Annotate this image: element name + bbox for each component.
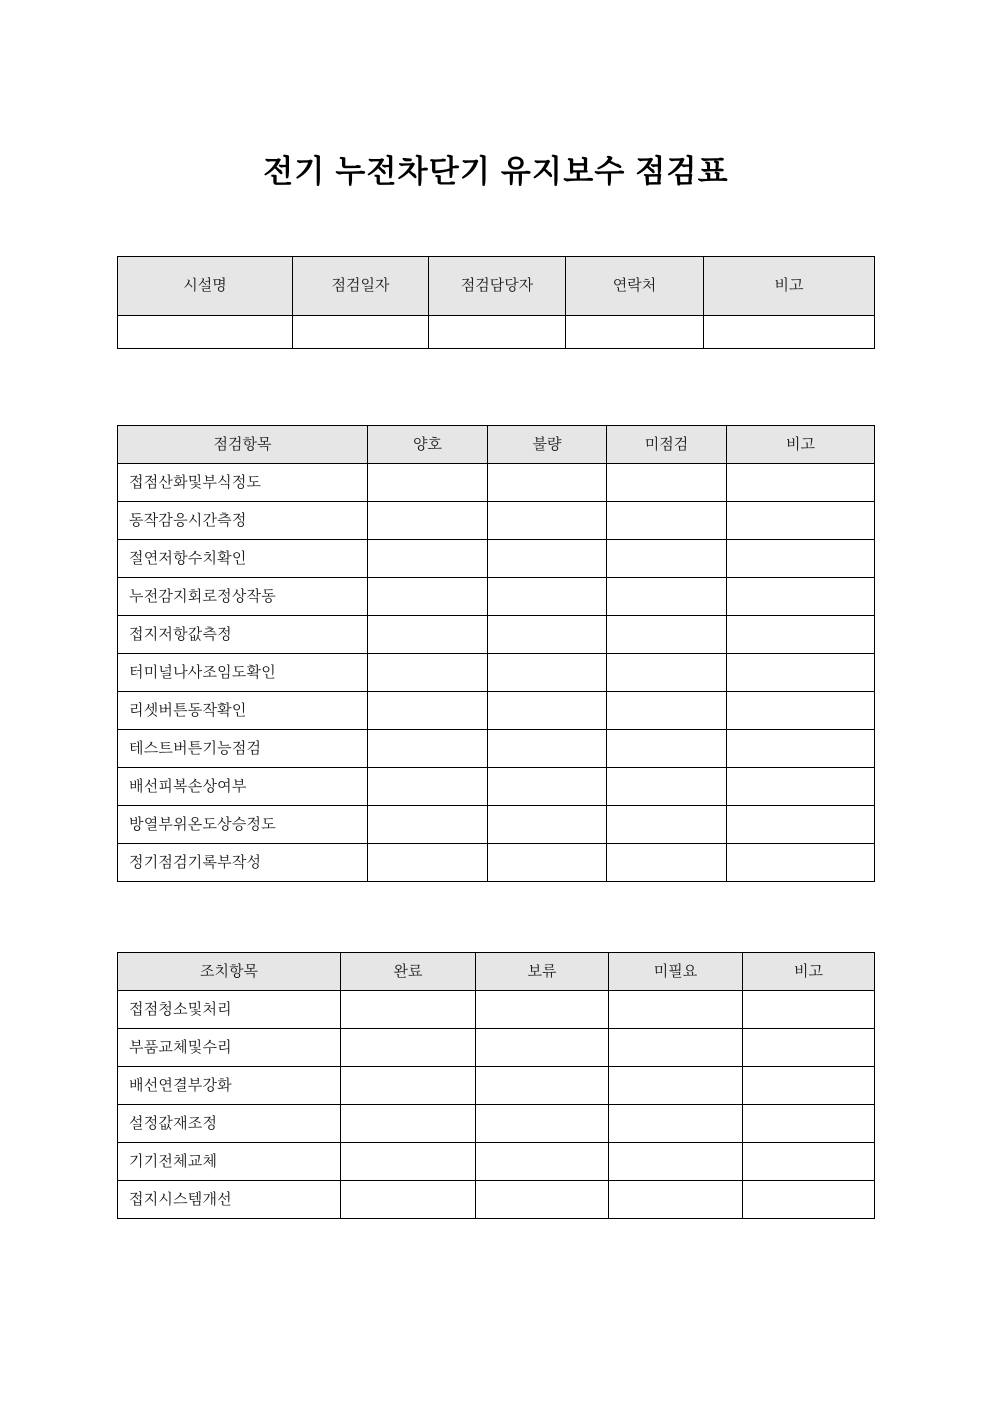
table-row	[118, 692, 875, 730]
table-row	[118, 1067, 875, 1105]
table-row	[118, 1105, 875, 1143]
inspection-mark-good[interactable]	[368, 540, 488, 578]
action-mark-not-required[interactable]	[609, 1067, 743, 1105]
inspection-mark-good[interactable]	[368, 578, 488, 616]
table-row	[118, 1181, 875, 1219]
inspection-mark-unchecked[interactable]	[607, 844, 727, 882]
inspection-mark-good[interactable]	[368, 616, 488, 654]
inspection-mark-good[interactable]	[368, 502, 488, 540]
inspection-mark-defective[interactable]	[488, 540, 607, 578]
inspection-mark-remarks[interactable]	[727, 806, 875, 844]
action-mark-completed[interactable]	[341, 1029, 476, 1067]
table-header-row	[118, 426, 875, 464]
action-item-label: 접지시스템개선	[118, 1181, 341, 1219]
info-header-facility: 시설명	[118, 257, 293, 316]
table-row	[118, 654, 875, 692]
action-header-not-required: 미필요	[609, 953, 743, 991]
inspection-mark-unchecked[interactable]	[607, 730, 727, 768]
action-mark-pending[interactable]	[476, 991, 609, 1029]
action-mark-completed[interactable]	[341, 1143, 476, 1181]
info-header-contact: 연락처	[566, 257, 704, 316]
action-mark-completed[interactable]	[341, 991, 476, 1029]
inspection-item-label: 누전감지회로정상작동	[118, 578, 368, 616]
inspection-mark-defective[interactable]	[488, 730, 607, 768]
action-item-label: 설정값재조정	[118, 1105, 341, 1143]
inspection-mark-defective[interactable]	[488, 616, 607, 654]
table-row	[118, 502, 875, 540]
page-title: 전기 누전차단기 유지보수 점검표	[263, 153, 729, 189]
table-row	[118, 464, 875, 502]
inspection-mark-defective[interactable]	[488, 464, 607, 502]
action-mark-not-required[interactable]	[609, 1143, 743, 1181]
action-mark-not-required[interactable]	[609, 1181, 743, 1219]
inspection-item-label: 터미널나사조임도확인	[118, 654, 368, 692]
action-item-label: 배선연결부강화	[118, 1067, 341, 1105]
inspection-mark-unchecked[interactable]	[607, 768, 727, 806]
table-row	[118, 316, 875, 349]
action-header-completed: 완료	[341, 953, 476, 991]
inspection-mark-unchecked[interactable]	[607, 616, 727, 654]
inspection-item-label: 접점산화및부식정도	[118, 464, 368, 502]
inspection-mark-good[interactable]	[368, 464, 488, 502]
inspection-mark-remarks[interactable]	[727, 578, 875, 616]
action-checklist-table	[117, 952, 875, 1219]
action-item-label: 접점청소및처리	[118, 991, 341, 1029]
action-rows-body	[118, 991, 875, 1219]
inspection-item-label: 접지저항값측정	[118, 616, 368, 654]
inspection-mark-unchecked[interactable]	[607, 502, 727, 540]
inspection-header-unchecked: 미점검	[607, 426, 727, 464]
action-mark-completed[interactable]	[341, 1105, 476, 1143]
inspection-item-label: 배선피복손상여부	[118, 768, 368, 806]
action-mark-not-required[interactable]	[609, 991, 743, 1029]
inspection-mark-good[interactable]	[368, 730, 488, 768]
table-header-row	[118, 953, 875, 991]
inspection-mark-defective[interactable]	[488, 502, 607, 540]
info-field-remarks[interactable]	[704, 316, 875, 349]
action-mark-not-required[interactable]	[609, 1029, 743, 1067]
table-row	[118, 578, 875, 616]
info-field-contact[interactable]	[566, 316, 704, 349]
action-header-pending: 보류	[476, 953, 609, 991]
inspection-item-label: 리셋버튼동작확인	[118, 692, 368, 730]
action-item-label: 기기전체교체	[118, 1143, 341, 1181]
table-header-row	[118, 257, 875, 316]
action-item-label: 부품교체및수리	[118, 1029, 341, 1067]
inspection-item-label: 정기점검기록부작성	[118, 844, 368, 882]
action-mark-pending[interactable]	[476, 1067, 609, 1105]
inspection-mark-unchecked[interactable]	[607, 464, 727, 502]
inspection-mark-defective[interactable]	[488, 578, 607, 616]
action-mark-completed[interactable]	[341, 1067, 476, 1105]
inspection-item-label: 절연저항수치확인	[118, 540, 368, 578]
table-row	[118, 1143, 875, 1181]
inspection-checklist-table	[117, 425, 875, 882]
action-mark-not-required[interactable]	[609, 1105, 743, 1143]
facility-info-table	[117, 256, 875, 349]
action-mark-pending[interactable]	[476, 1143, 609, 1181]
inspection-mark-defective[interactable]	[488, 806, 607, 844]
inspection-mark-unchecked[interactable]	[607, 654, 727, 692]
inspection-mark-defective[interactable]	[488, 768, 607, 806]
inspection-header-remarks: 비고	[727, 426, 875, 464]
table-row	[118, 844, 875, 882]
inspection-mark-unchecked[interactable]	[607, 692, 727, 730]
info-header-date: 점검일자	[293, 257, 429, 316]
inspection-item-label: 방열부위온도상승정도	[118, 806, 368, 844]
table-row	[118, 1029, 875, 1067]
inspection-mark-good[interactable]	[368, 844, 488, 882]
inspection-mark-remarks[interactable]	[727, 654, 875, 692]
action-mark-remarks[interactable]	[743, 1105, 875, 1143]
table-row	[118, 806, 875, 844]
action-mark-remarks[interactable]	[743, 1067, 875, 1105]
inspection-header-defective: 불량	[488, 426, 607, 464]
inspection-mark-remarks[interactable]	[727, 844, 875, 882]
table-row	[118, 540, 875, 578]
action-header-remarks: 비고	[743, 953, 875, 991]
inspection-rows-body	[118, 464, 875, 882]
inspection-mark-good[interactable]	[368, 692, 488, 730]
action-mark-pending[interactable]	[476, 1181, 609, 1219]
inspection-mark-unchecked[interactable]	[607, 578, 727, 616]
inspection-item-label: 테스트버튼기능점검	[118, 730, 368, 768]
inspection-mark-unchecked[interactable]	[607, 540, 727, 578]
action-mark-remarks[interactable]	[743, 1181, 875, 1219]
inspection-mark-remarks[interactable]	[727, 540, 875, 578]
action-mark-pending[interactable]	[476, 1029, 609, 1067]
action-mark-pending[interactable]	[476, 1105, 609, 1143]
inspection-header-item: 점검항목	[118, 426, 368, 464]
action-mark-completed[interactable]	[341, 1181, 476, 1219]
inspection-mark-remarks[interactable]	[727, 730, 875, 768]
table-row	[118, 730, 875, 768]
action-header-item: 조치항목	[118, 953, 341, 991]
action-mark-remarks[interactable]	[743, 1143, 875, 1181]
table-row	[118, 616, 875, 654]
inspection-mark-defective[interactable]	[488, 844, 607, 882]
inspection-mark-defective[interactable]	[488, 654, 607, 692]
inspection-item-label: 동작감응시간측정	[118, 502, 368, 540]
inspection-mark-remarks[interactable]	[727, 692, 875, 730]
action-mark-remarks[interactable]	[743, 1029, 875, 1067]
table-row	[118, 768, 875, 806]
inspection-mark-defective[interactable]	[488, 692, 607, 730]
inspection-mark-remarks[interactable]	[727, 502, 875, 540]
table-row	[118, 991, 875, 1029]
inspection-header-good: 양호	[368, 426, 488, 464]
inspection-mark-good[interactable]	[368, 654, 488, 692]
info-field-facility[interactable]	[118, 316, 293, 349]
inspection-mark-remarks[interactable]	[727, 768, 875, 806]
info-field-date[interactable]	[293, 316, 429, 349]
inspection-mark-unchecked[interactable]	[607, 806, 727, 844]
info-field-inspector[interactable]	[429, 316, 566, 349]
inspection-mark-remarks[interactable]	[727, 616, 875, 654]
info-header-inspector: 점검담당자	[429, 257, 566, 316]
inspection-mark-remarks[interactable]	[727, 464, 875, 502]
inspection-mark-good[interactable]	[368, 768, 488, 806]
inspection-mark-good[interactable]	[368, 806, 488, 844]
action-mark-remarks[interactable]	[743, 991, 875, 1029]
info-header-remarks: 비고	[704, 257, 875, 316]
